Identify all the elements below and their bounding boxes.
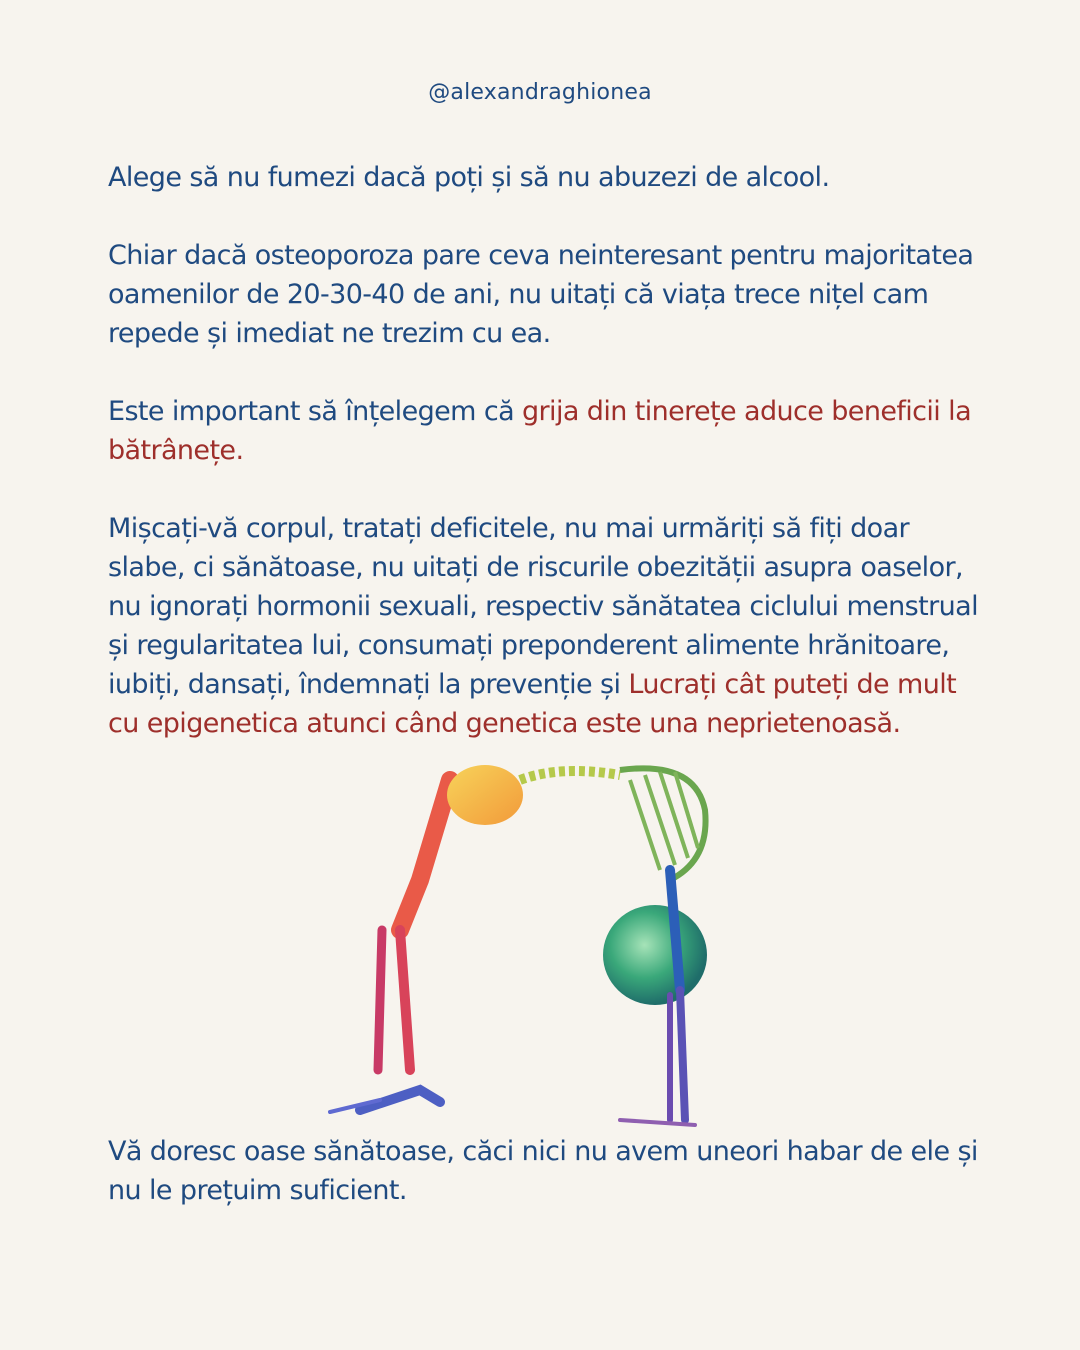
highlight-epigenetics: Lucrați cât puteți de mult cu epigenetica atunci când genetica este una neprietenoasă. xyxy=(108,669,957,739)
paragraph-osteoporosis: Chiar dacă osteoporoza pare ceva neinteresant pentru majoritatea oamenilor de 20-30-40 de ani, nu uitați că viața trece nițel cam repede și imediat ne trezim cu ea. xyxy=(108,240,974,349)
highlight-youth-care: grija din tinerețe aduce beneficii la bătrânețe. xyxy=(108,396,972,466)
skeleton-illustration xyxy=(300,740,740,1140)
paragraph-youth-care xyxy=(108,392,988,470)
closing-paragraph: Vă doresc oase sănătoase, căci nici nu avem uneori habar de ele și nu le prețuim suficient. xyxy=(108,1136,978,1206)
rib-cage xyxy=(620,768,706,880)
pelvis-bone xyxy=(447,765,523,825)
spine xyxy=(520,771,620,780)
author-handle: @alexandraghionea xyxy=(428,80,652,105)
left-leg-bones xyxy=(330,780,450,1112)
article-body xyxy=(108,158,988,782)
paragraph-youth-care-intro: Este important să înțelegem că xyxy=(108,396,523,427)
paragraph-advice xyxy=(108,509,988,743)
paragraph-smoking-alcohol: Alege să nu fumezi dacă poți și să nu abuzezi de alcool. xyxy=(108,162,830,193)
belly xyxy=(603,905,707,1005)
paragraph-advice-text: Mișcați-vă corpul, tratați deficitele, nu mai urmăriți să fiți doar slabe, ci sănătoase, nu uitați de riscurile obezității asupra oaselor, nu ignorați hormonii sexuali, respectiv sănătatea ciclului menstrual și regularitatea lui, consumați preponderent alimente hrănitoare, iubiți, dansați, îndemnați la prevenție și xyxy=(108,513,978,700)
